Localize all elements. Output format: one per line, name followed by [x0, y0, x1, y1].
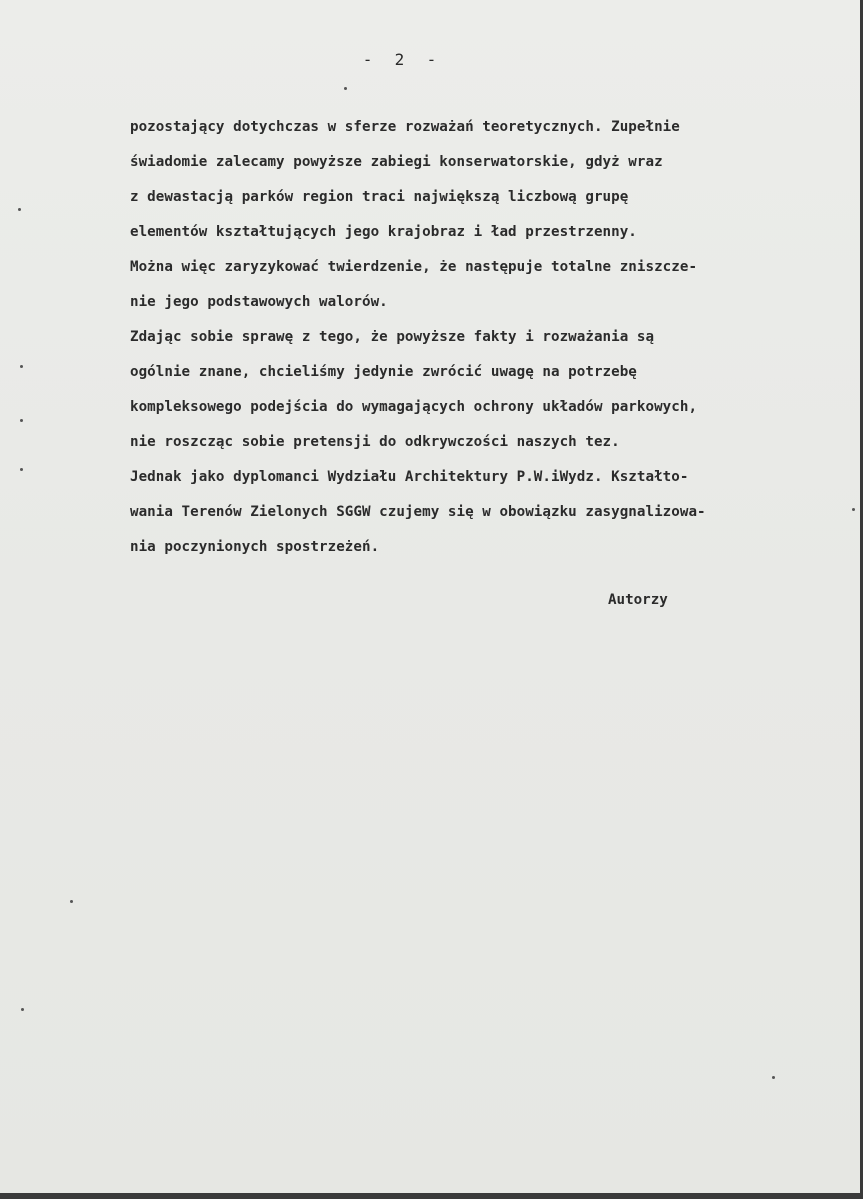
- text-line: nia poczynionych spostrzeżeń.: [130, 539, 380, 555]
- page-number: - 2 -: [362, 50, 438, 69]
- signature: Autorzy: [608, 592, 668, 608]
- text-line: kompleksowego podejścia do wymagających ochrony układów parkowych,: [130, 399, 698, 415]
- scan-speck: [20, 419, 23, 422]
- text-line: świadomie zalecamy powyższe zabiegi konserwatorskie, gdyż wraz: [130, 154, 663, 170]
- text-line: Jednak jako dyplomanci Wydziału Architektury P.W.iWydz. Kształto-: [130, 469, 689, 485]
- scan-speck: [852, 508, 855, 511]
- scan-speck: [20, 365, 23, 368]
- scan-speck: [18, 208, 21, 211]
- text-line: Zdając sobie sprawę z tego, że powyższe fakty i rozważania są: [130, 329, 655, 345]
- scan-speck: [20, 468, 23, 471]
- text-line: wania Terenów Zielonych SGGW czujemy się w obowiązku zasygnalizowa-: [130, 504, 706, 520]
- text-line: ogólnie znane, chcieliśmy jedynie zwrócić uwagę na potrzebę: [130, 364, 637, 380]
- text-line: nie roszcząc sobie pretensji do odkrywczości naszych tez.: [130, 434, 620, 450]
- scan-speck: [70, 900, 73, 903]
- text-line: pozostający dotychczas w sferze rozważań teoretycznych. Zupełnie: [130, 119, 680, 135]
- scan-speck: [21, 1008, 24, 1011]
- scan-edge-bottom: [0, 1193, 863, 1199]
- scan-speck: [344, 87, 347, 90]
- text-line: elementów kształtujących jego krajobraz i ład przestrzenny.: [130, 224, 637, 240]
- scan-speck: [772, 1076, 775, 1079]
- body-text: [130, 110, 850, 565]
- text-line: nie jego podstawowych walorów.: [130, 294, 388, 310]
- text-line: Można więc zaryzykować twierdzenie, że następuje totalne zniszcze-: [130, 259, 698, 275]
- text-line: z dewastacją parków region traci największą liczbową grupę: [130, 189, 629, 205]
